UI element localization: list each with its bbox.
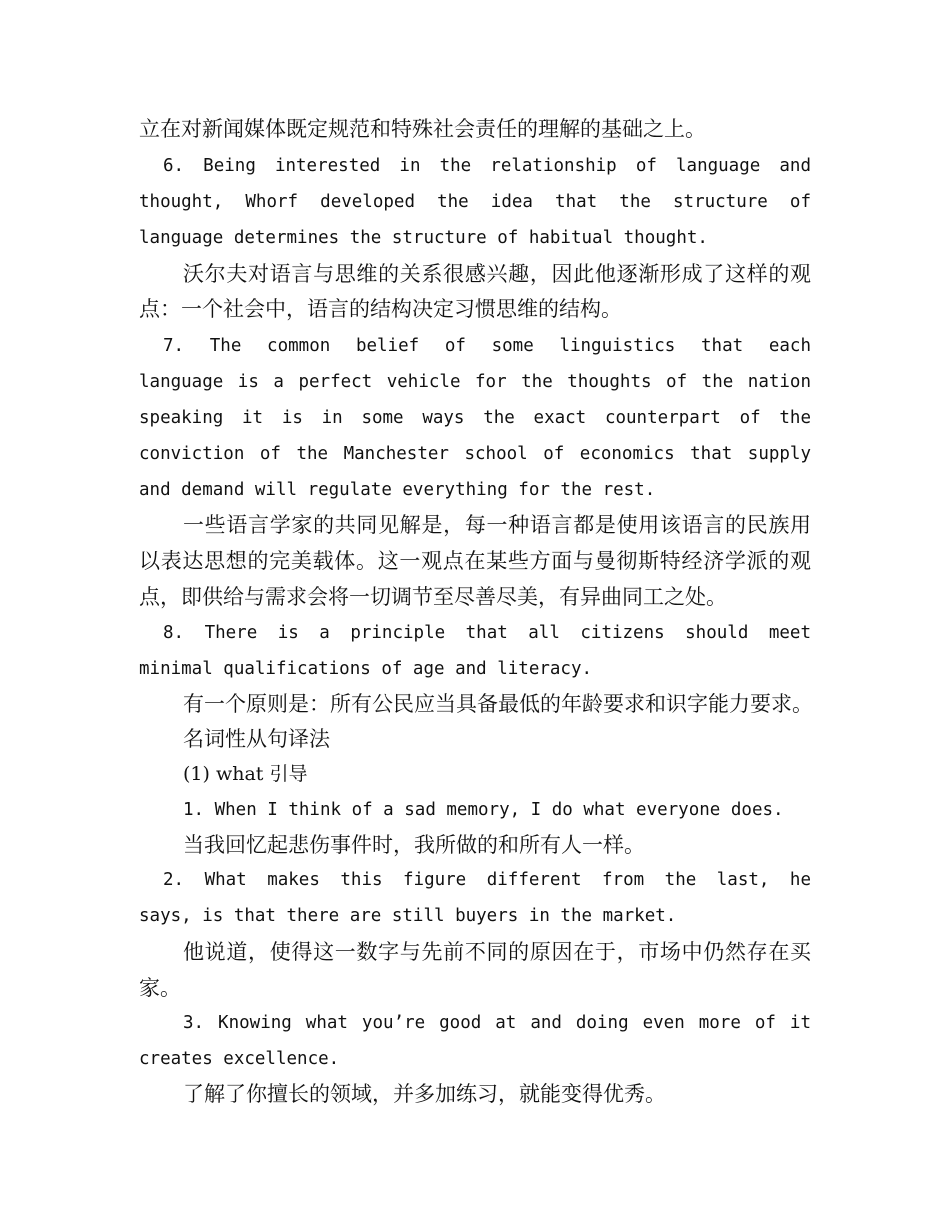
text-line: 3. Knowing what you’re good at and doing even more of it <box>183 1013 811 1033</box>
subsection-heading: (1) what 引导 <box>183 763 308 785</box>
text-line: 了解了你擅长的领域，并多加练习，就能变得优秀。 <box>183 1082 666 1106</box>
text-line: 点：一个社会中，语言的结构决定习惯思维的结构。 <box>139 297 622 321</box>
text-line: 一些语言学家的共同见解是，每一种语言都是使用该语言的民族用 <box>183 513 811 537</box>
text-line: language is a perfect vehicle for the thoughts of the nation <box>139 372 811 392</box>
text-line: 1. When I think of a sad memory, I do what everyone does. <box>183 800 784 820</box>
text-line: thought, Whorf developed the idea that the structure of <box>139 192 811 212</box>
text-line: creates excellence. <box>139 1049 340 1069</box>
text-line: 点，即供给与需求会将一切调节至尽善尽美，有异曲同工之处。 <box>139 585 727 609</box>
text-line: 有一个原则是：所有公民应当具备最低的年龄要求和识字能力要求。 <box>183 692 813 716</box>
text-line: language determines the structure of habitual thought. <box>139 228 708 248</box>
text-line: 沃尔夫对语言与思维的关系很感兴趣，因此他逐渐形成了这样的观 <box>183 262 811 286</box>
section-heading: 名词性从句译法 <box>183 727 330 751</box>
text-line: 2. What makes this figure different from the last, he <box>163 870 811 890</box>
text-line: speaking it is in some ways the exact counterpart of the <box>139 408 811 428</box>
text-line: conviction of the Manchester school of economics that supply <box>139 444 811 464</box>
text-line: 当我回忆起悲伤事件时，我所做的和所有人一样。 <box>183 833 645 857</box>
text-line: 立在对新闻媒体既定规范和特殊社会责任的理解的基础之上。 <box>139 117 706 141</box>
text-line: and demand will regulate everything for the rest. <box>139 480 656 500</box>
text-line: 以表达思想的完美载体。这一观点在某些方面与曼彻斯特经济学派的观 <box>139 549 811 573</box>
text-line: says, is that there are still buyers in the market. <box>139 906 677 926</box>
text-line: 8. There is a principle that all citizens should meet <box>163 623 811 643</box>
text-line: 7. The common belief of some linguistics that each <box>163 336 811 356</box>
text-line: minimal qualifications of age and literacy. <box>139 659 593 679</box>
text-line: 6. Being interested in the relationship of language and <box>163 156 811 176</box>
text-line: 家。 <box>139 976 181 1000</box>
text-line: 他说道，使得这一数字与先前不同的原因在于，市场中仍然存在买 <box>183 940 811 964</box>
